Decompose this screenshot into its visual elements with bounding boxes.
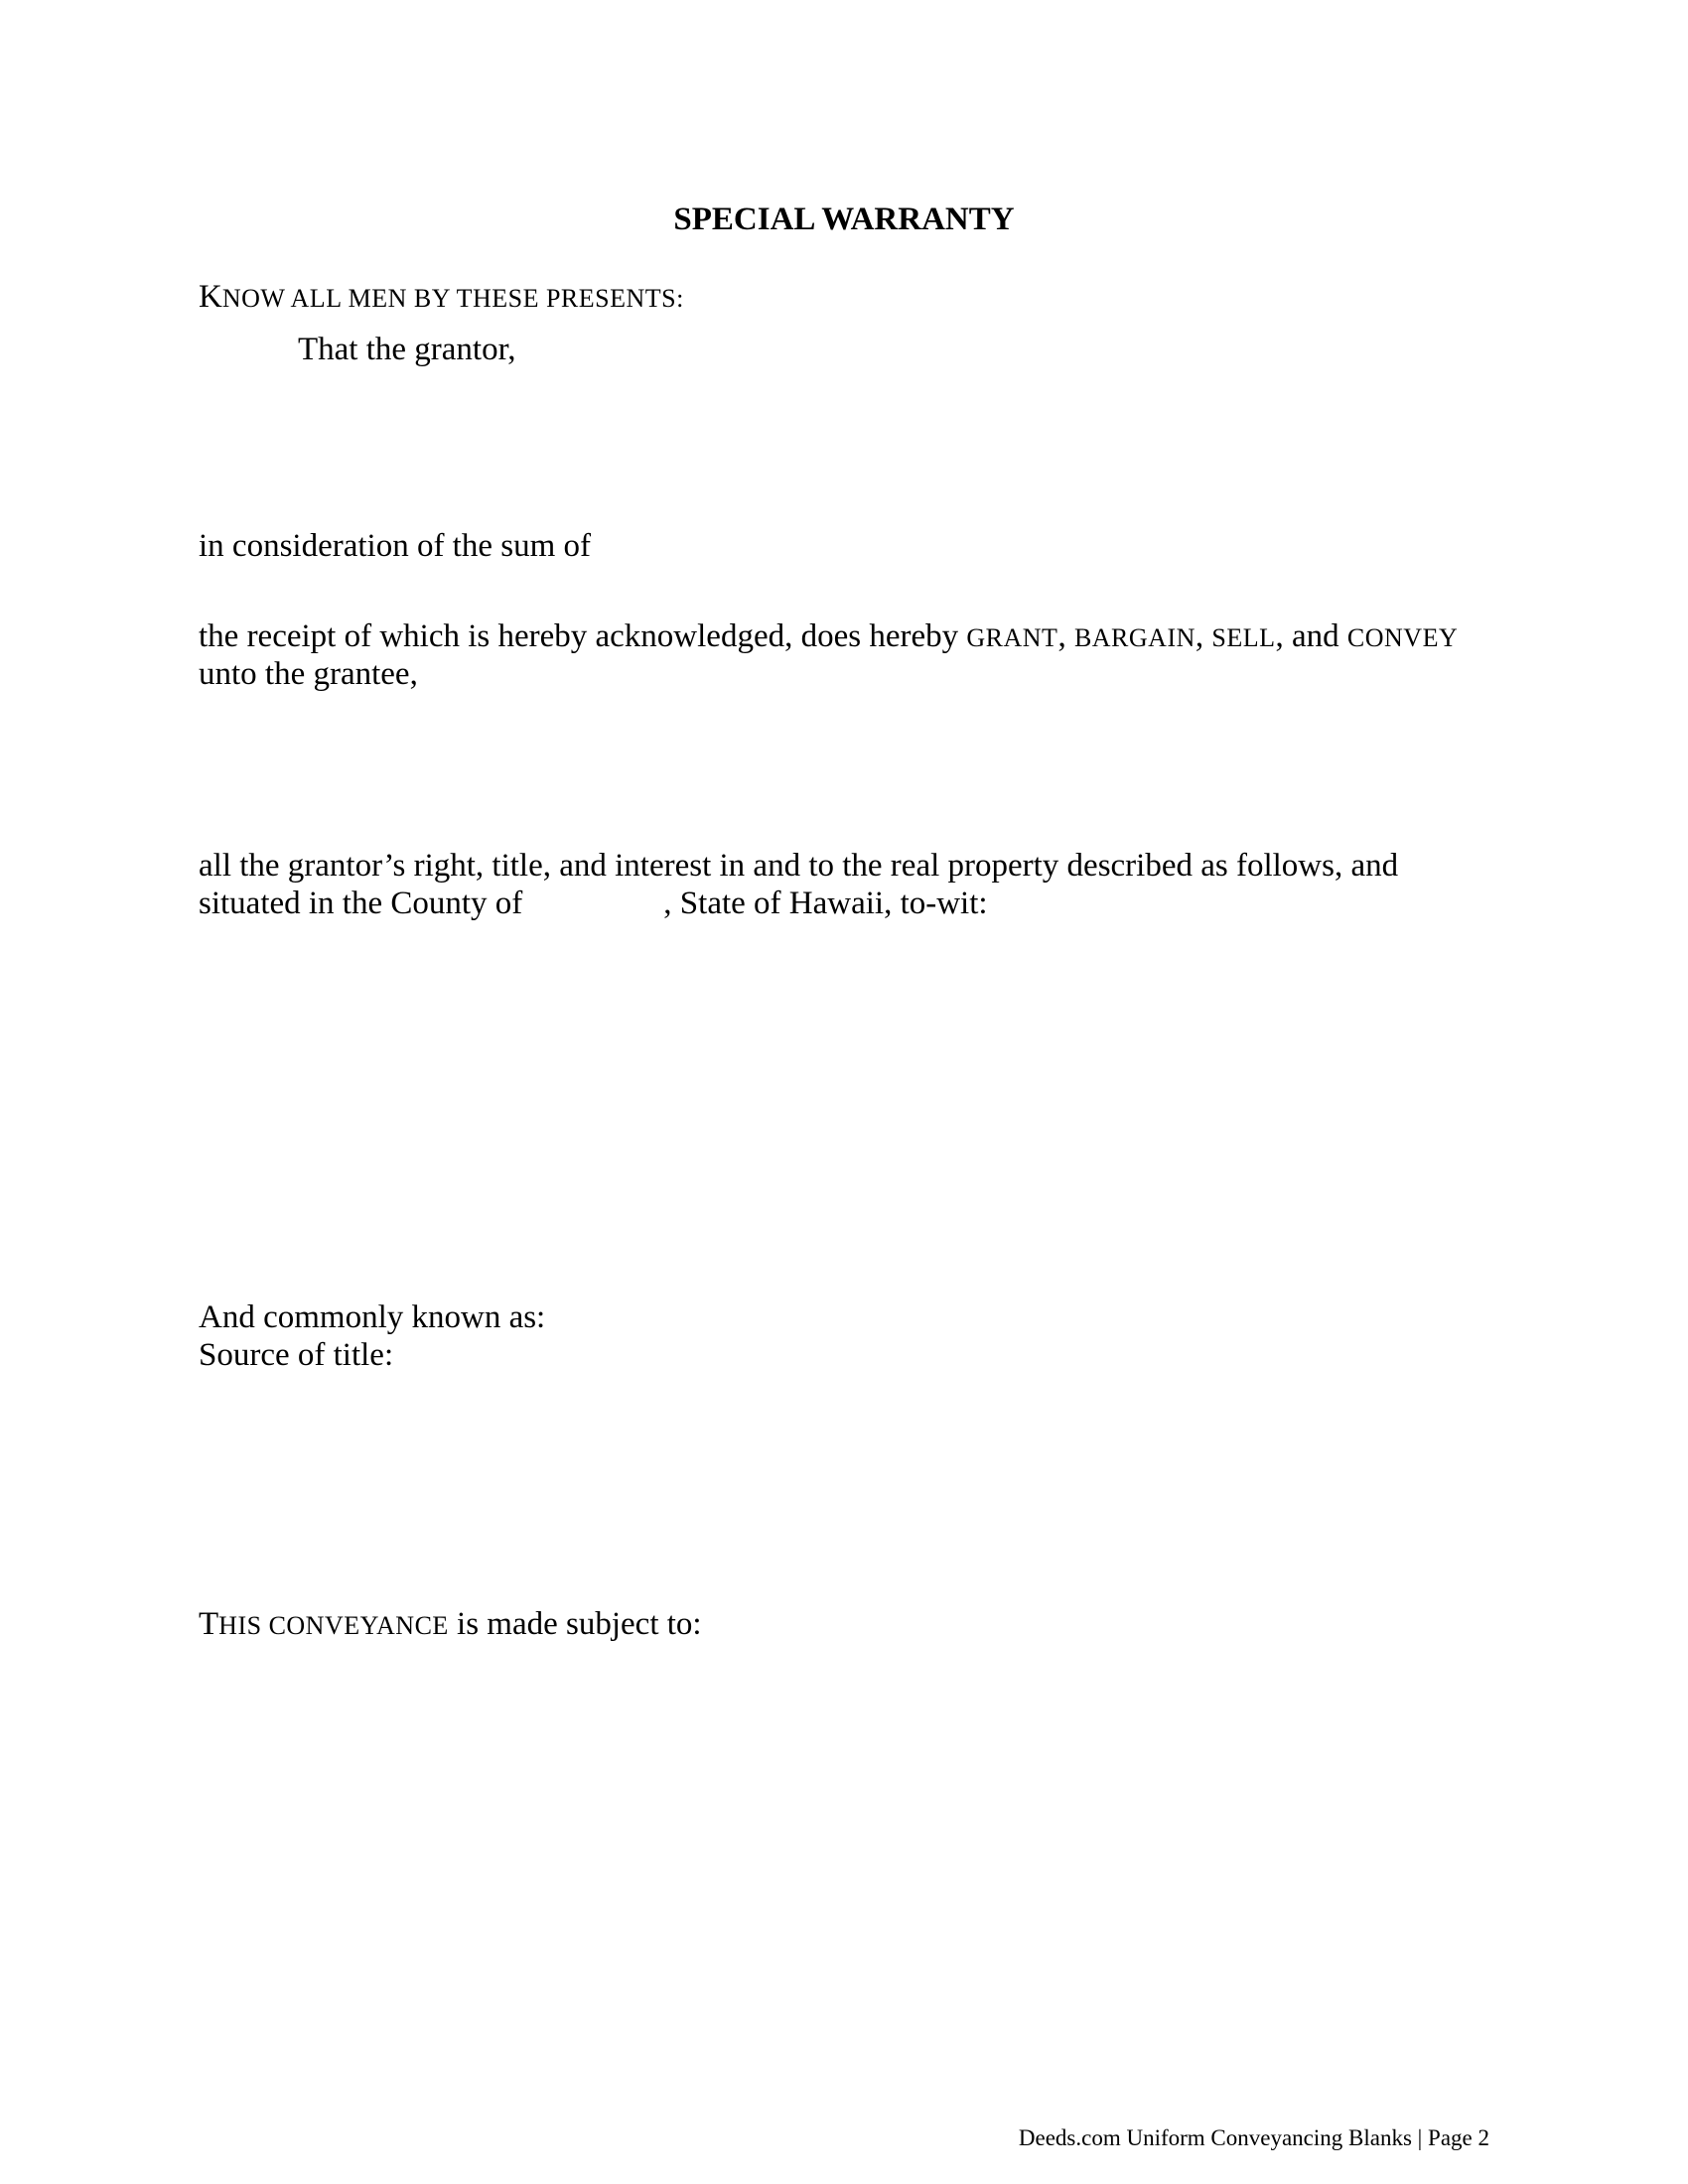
source-of-title-line: Source of title: xyxy=(199,1337,394,1373)
receipt-text: the receipt of which is hereby acknowledged, does hereby xyxy=(199,618,959,654)
grantor-line: That the grantor, xyxy=(298,332,516,367)
page-footer: Deeds.com Uniform Conveyancing Blanks | Page 2 xyxy=(1018,2125,1489,2150)
comma-1: , xyxy=(1057,618,1066,654)
state-text: , State of Hawaii, to-wit: xyxy=(663,886,988,921)
convey-word: CONVEY xyxy=(1346,623,1459,652)
property-line-1: all the grantor’s right, title, and interest in and to the real property described as follows, and xyxy=(199,848,1399,884)
receipt-line xyxy=(199,617,1458,657)
commonly-known-line: And commonly known as: xyxy=(199,1299,546,1335)
and-text: , and xyxy=(1275,618,1339,654)
bargain-word: BARGAIN xyxy=(1073,623,1196,652)
intro-small-caps: NOW ALL MEN BY THESE PRESENTS: xyxy=(221,284,684,313)
grantee-line: unto the grantee, xyxy=(199,656,418,692)
conveyance-rest: is made subject to: xyxy=(448,1606,702,1642)
comma-2: , xyxy=(1195,618,1204,654)
county-text: situated in the County of xyxy=(199,886,523,921)
property-line-2 xyxy=(199,885,988,922)
document-title: SPECIAL WARRANTY xyxy=(673,202,1015,237)
conveyance-line xyxy=(199,1605,702,1645)
consideration-line: in consideration of the sum of xyxy=(199,528,592,564)
sell-word: SELL xyxy=(1211,623,1276,652)
intro-first-letter: K xyxy=(199,279,222,315)
conveyance-small-caps: HIS CONVEYANCE xyxy=(218,1611,449,1640)
intro-line xyxy=(199,278,684,318)
conveyance-first-letter: T xyxy=(199,1606,219,1642)
grant-word: GRANT xyxy=(966,623,1058,652)
